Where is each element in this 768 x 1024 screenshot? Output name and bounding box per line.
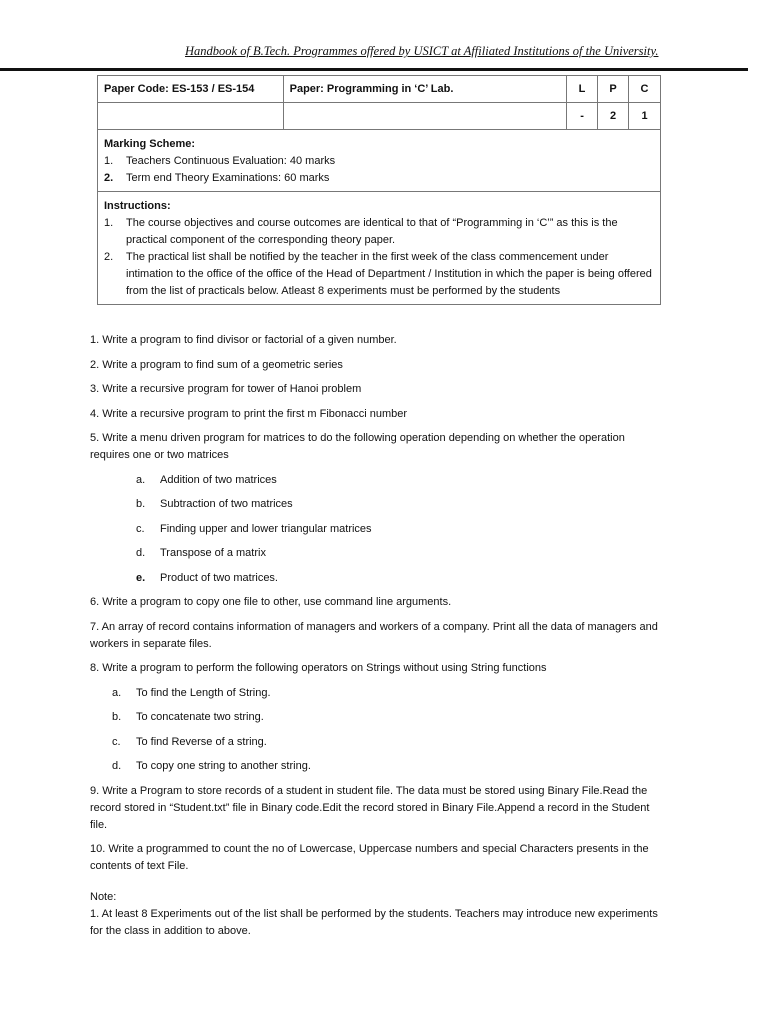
marking-item-num: 2. — [104, 172, 114, 184]
handbook-header: Handbook of B.Tech. Programmes offered by USICT at Affiliated Institutions of the University. — [185, 44, 659, 58]
sub-text: To concatenate two string. — [136, 711, 264, 723]
marking-item — [104, 170, 654, 187]
experiment-item: 6. Write a program to copy one file to other, use command line arguments. — [90, 596, 452, 608]
marking-item-num: 1. — [104, 155, 114, 167]
empty-cell — [98, 103, 284, 130]
instruction-num: 1. — [104, 217, 114, 229]
sub-text: Subtraction of two matrices — [160, 498, 293, 510]
sub-text: Finding upper and lower triangular matrices — [160, 522, 372, 535]
experiment-item: 1. Write a program to find divisor or factorial of a given number. — [90, 334, 397, 346]
sub-text: To find the Length of String. — [136, 686, 271, 699]
string-op-item — [90, 685, 660, 702]
sub-letter: c. — [112, 735, 121, 748]
sub-letter: e. — [136, 571, 146, 584]
note-section — [90, 889, 660, 940]
sub-letter: b. — [136, 498, 146, 510]
instruction-text: The course objectives and course outcomes are identical to that of “Programming in ‘C’” as this is the practical component of the corresponding theory paper. — [126, 217, 618, 246]
sub-letter: d. — [136, 547, 146, 559]
credit-value: 1 — [629, 103, 661, 130]
instruction-item — [104, 215, 654, 249]
experiment-item: 8. Write a program to perform the following operators on Strings without using String functions — [90, 662, 547, 674]
matrix-op-item — [90, 496, 660, 513]
string-op-item — [90, 734, 660, 751]
experiment-item: 3. Write a recursive program for tower of Hanoi problem — [90, 383, 362, 395]
marking-scheme — [98, 130, 661, 192]
instruction-item — [104, 249, 654, 300]
matrix-op-item — [90, 545, 660, 562]
sub-letter: a. — [136, 473, 146, 486]
matrix-op-item — [90, 472, 660, 489]
string-op-item — [90, 709, 660, 726]
sub-letter: b. — [112, 711, 122, 723]
lecture-value: - — [567, 103, 598, 130]
instruction-text: The practical list shall be notified by the teacher in the first week of the class commencement under intimation to the office of the office of the Head of Department / Institution in which the paper is being offered from the list of practicals below. Atleast 8 experiments must be performed by the students — [126, 251, 652, 297]
experiment-item: 7. An array of record contains information of managers and workers of a company. Print all the data of managers and workers in separate files. — [90, 620, 658, 650]
experiment-item: 10. Write a programmed to count the no of Lowercase, Uppercase numbers and special Characters presents in the contents of text File. — [90, 843, 649, 872]
note-text: 1. At least 8 Experiments out of the list shall be performed by the students. Teachers may introduce new experiments for the class in addition to above. — [90, 908, 658, 937]
marking-scheme-title: Marking Scheme: — [104, 138, 196, 150]
lecture-header: L — [567, 76, 598, 103]
credit-header: C — [629, 76, 661, 103]
instructions — [98, 192, 661, 305]
sub-text: Transpose of a matrix — [160, 547, 266, 559]
instructions-title: Instructions: — [104, 200, 171, 212]
note-title: Note: — [90, 891, 117, 903]
matrix-op-item — [90, 570, 660, 587]
sub-letter: d. — [112, 760, 122, 772]
sub-text: Product of two matrices. — [160, 571, 278, 584]
experiment-item: 5. Write a menu driven program for matrices to do the following operation depending on whether the operation requires one or two matrices — [90, 432, 625, 461]
sub-letter: a. — [112, 686, 122, 699]
experiment-list — [90, 332, 660, 940]
sub-text: Addition of two matrices — [160, 473, 277, 486]
sub-text: To find Reverse of a string. — [136, 735, 267, 748]
sub-letter: c. — [136, 522, 145, 535]
string-op-item — [90, 758, 660, 775]
paper-name-cell: Paper: Programming in ‘C’ Lab. — [283, 76, 566, 103]
experiment-item: 4. Write a recursive program to print the first m Fibonacci number — [90, 407, 408, 420]
course-info-table — [97, 75, 661, 305]
experiment-item: 2. Write a program to find sum of a geometric series — [90, 358, 343, 371]
experiment-item: 9. Write a Program to store records of a student in student file. The data must be stored using Binary File.Read the record stored in “Student.txt” file in Binary code.Edit the record stored in Binary File.Append a record in the Student file. — [90, 784, 650, 831]
instruction-num: 2. — [104, 251, 114, 263]
paper-code-cell: Paper Code: ES-153 / ES-154 — [98, 76, 284, 103]
marking-item-text: Term end Theory Examinations: 60 marks — [126, 172, 330, 184]
header-rule — [0, 68, 748, 71]
matrix-op-item — [90, 521, 660, 538]
practical-header: P — [598, 76, 629, 103]
marking-item-text: Teachers Continuous Evaluation: 40 marks — [126, 155, 336, 167]
sub-text: To copy one string to another string. — [136, 760, 311, 772]
marking-item — [104, 153, 654, 170]
empty-cell — [283, 103, 566, 130]
practical-value: 2 — [598, 103, 629, 130]
